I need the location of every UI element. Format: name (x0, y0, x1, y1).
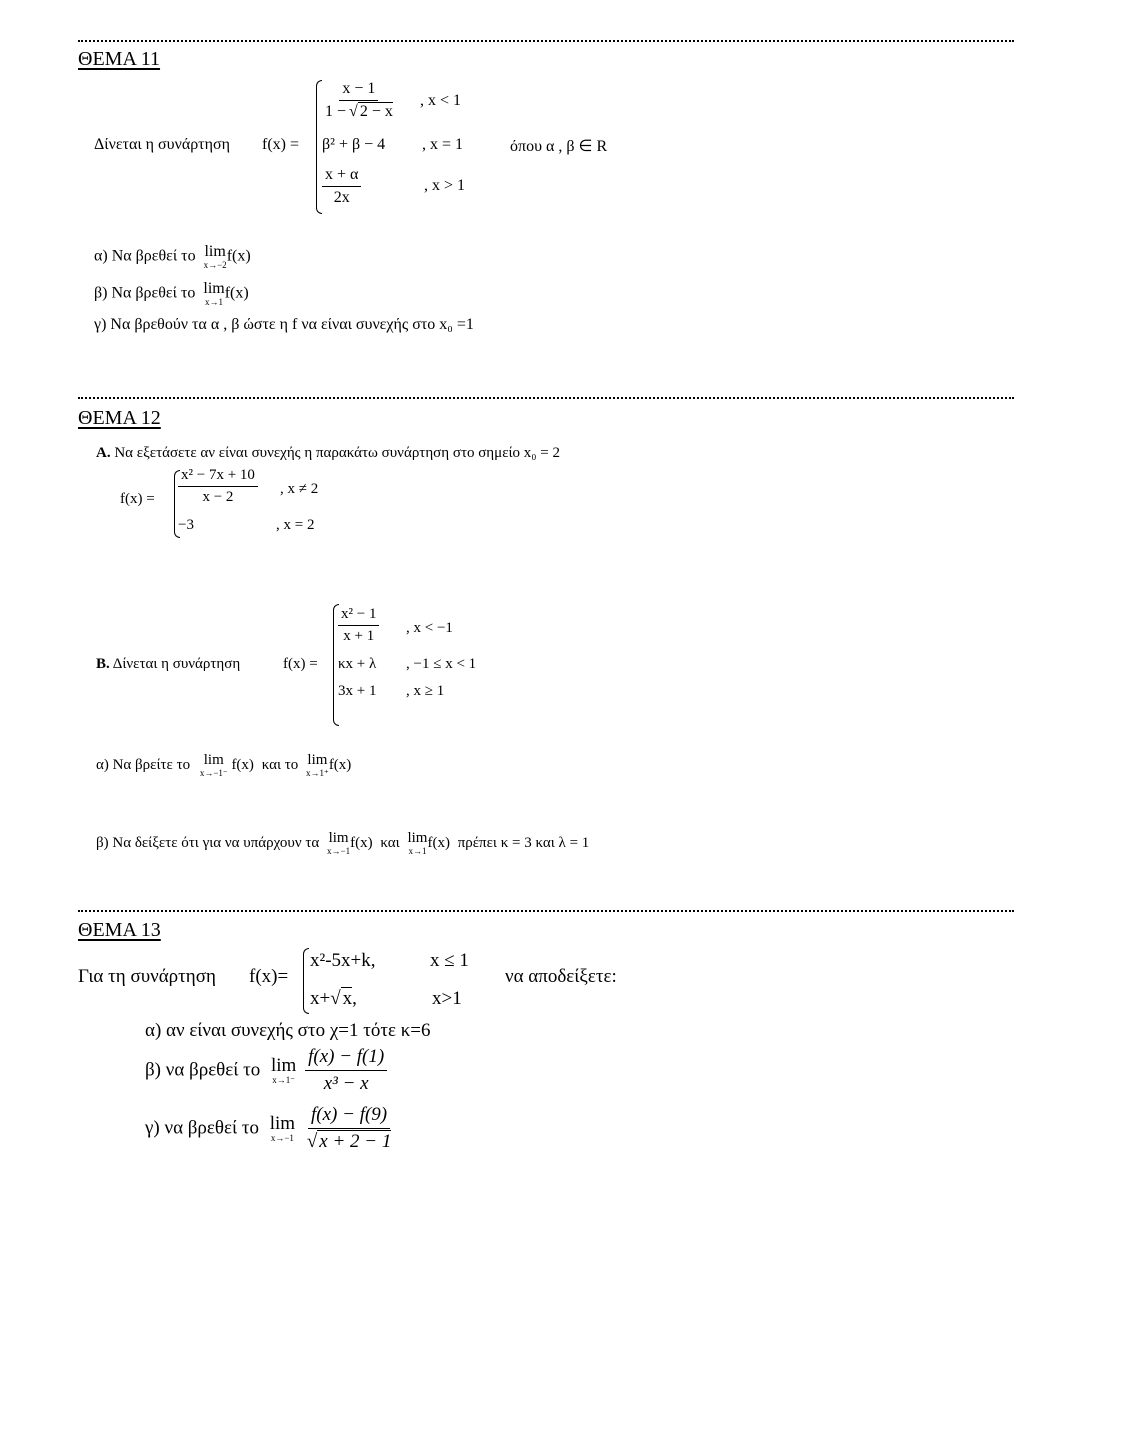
theme-13-q-b-den: x³ − x (323, 1073, 369, 1094)
theme-13-q-b-num: f(x) − f(1) (308, 1046, 385, 1067)
theme-11-case1-den-a: 1 − (325, 103, 347, 120)
theme-12-b-case1 (338, 606, 379, 645)
separator-1 (78, 40, 1014, 42)
theme-12-a-case2-expr: −3 (178, 517, 194, 533)
theme-12-b-case2-expr: κx + λ (338, 656, 377, 672)
theme-12-a-case2-cond: , x = 2 (276, 517, 315, 533)
theme-13-fx: f(x)= (249, 966, 289, 987)
theme-12-part-b: Β. Δίνεται η συνάρτηση (96, 656, 241, 672)
theme-12-title: ΘΕΜΑ 12 (78, 407, 161, 429)
theme-12-a-fx: f(x) = (120, 491, 155, 507)
theme-11-case2-cond: , x = 1 (422, 136, 464, 153)
theme-13-case2-cond: x>1 (432, 988, 462, 1009)
theme-13-prove: να αποδείξετε: (505, 966, 617, 987)
theme-11-case3 (322, 166, 361, 207)
theme-12-b-case1-cond: , x < −1 (406, 620, 453, 636)
theme-11-question-c: γ) Να βρεθούν τα α , β ώστε η f να είναι συνεχής στο x₀ =1 (94, 316, 474, 333)
theme-11-case1: $\frac{x - 1}{1 - √ 2 - x}$ (325, 80, 393, 120)
theme-13-case2-expr: x+√ x, (310, 988, 357, 1009)
theme-12-a-case1-den: x − 2 (202, 489, 234, 505)
theme-12-b-fx: f(x) = (283, 656, 318, 672)
theme-11-case3-num: x + α (322, 166, 361, 187)
theme-11-where: όπου α , β ∈ R (510, 138, 608, 155)
theme-13-q-c-num: f(x) − f(9) (311, 1104, 388, 1125)
theme-13-brace (303, 948, 309, 1014)
theme-11-fx: f(x) = (262, 136, 300, 153)
theme-12-b-case2-cond: , −1 ≤ x < 1 (406, 656, 477, 672)
theme-12-a-case1 (178, 467, 258, 506)
separator-3 (78, 910, 1014, 912)
theme-12-a-case1-cond: , x ≠ 2 (280, 481, 319, 497)
theme-12-b-case3-expr: 3x + 1 (338, 683, 377, 699)
theme-11-case2-expr: β² + β − 4 (322, 136, 386, 153)
theme-11-title: ΘΕΜΑ 11 (78, 48, 161, 70)
theme-11-question-a: α) Να βρεθεί το lim x→−2 f(x) (94, 243, 251, 270)
theme-13-case1-expr: x²-5x+k, (310, 950, 376, 971)
theme-13-title: ΘΕΜΑ 13 (78, 919, 161, 941)
theme-12-part-a: Α. Να εξετάσετε αν είναι συνεχής η παρακάτω συνάρτηση στο σημείο x₀ = 2 (96, 445, 560, 461)
separator-2 (78, 397, 1014, 399)
theme-13-question-b: β) να βρεθεί το lim x→1⁻ $\frac{f(x) - f(1)}{\text{x³ − x}}$ (145, 1046, 387, 1095)
theme-12-b-case1-num: x² − 1 (338, 606, 379, 626)
theme-13-intro: Για τη συνάρτηση (78, 966, 216, 987)
theme-11-case3-cond: , x > 1 (424, 177, 466, 194)
theme-13-question-c: γ) να βρεθεί το lim x→−1 $\frac{f(x) - f(9)}{√ x + 2 - 1}$ (145, 1104, 392, 1152)
theme-11-case1-cond: , x < 1 (420, 92, 462, 109)
theme-12-b-case3-cond: , x ≥ 1 (406, 683, 445, 699)
theme-12-question-b: β) Να δείξετε ότι για να υπάρχουν τα lim x→−1 f(x) και lim x→1 f(x) πρέπει κ = 3 και λ = 1 (96, 830, 590, 856)
theme-12-question-a: α) Να βρείτε το lim x→−1⁻ f(x) και το lim x→1⁺ f(x) (96, 752, 352, 778)
theme-11-case1-num: x − 1 (339, 80, 378, 101)
theme-13-question-a: α) αν είναι συνεχής στο χ=1 τότε κ=6 (145, 1020, 431, 1041)
theme-13-q-c-den: x + 2 − 1 (319, 1131, 392, 1152)
theme-12-a-case1-num: x² − 7x + 10 (178, 467, 258, 487)
theme-12-b-case1-den: x + 1 (343, 628, 375, 644)
theme-11-question-b: β) Να βρεθεί το lim x→1 f(x) (94, 280, 249, 307)
theme-11-case3-den: 2x (333, 189, 350, 206)
theme-11-intro: Δίνεται η συνάρτηση (94, 136, 230, 153)
theme-11-case1-den-b: 2 − x (359, 103, 393, 120)
theme-13-case1-cond: x ≤ 1 (430, 950, 469, 971)
